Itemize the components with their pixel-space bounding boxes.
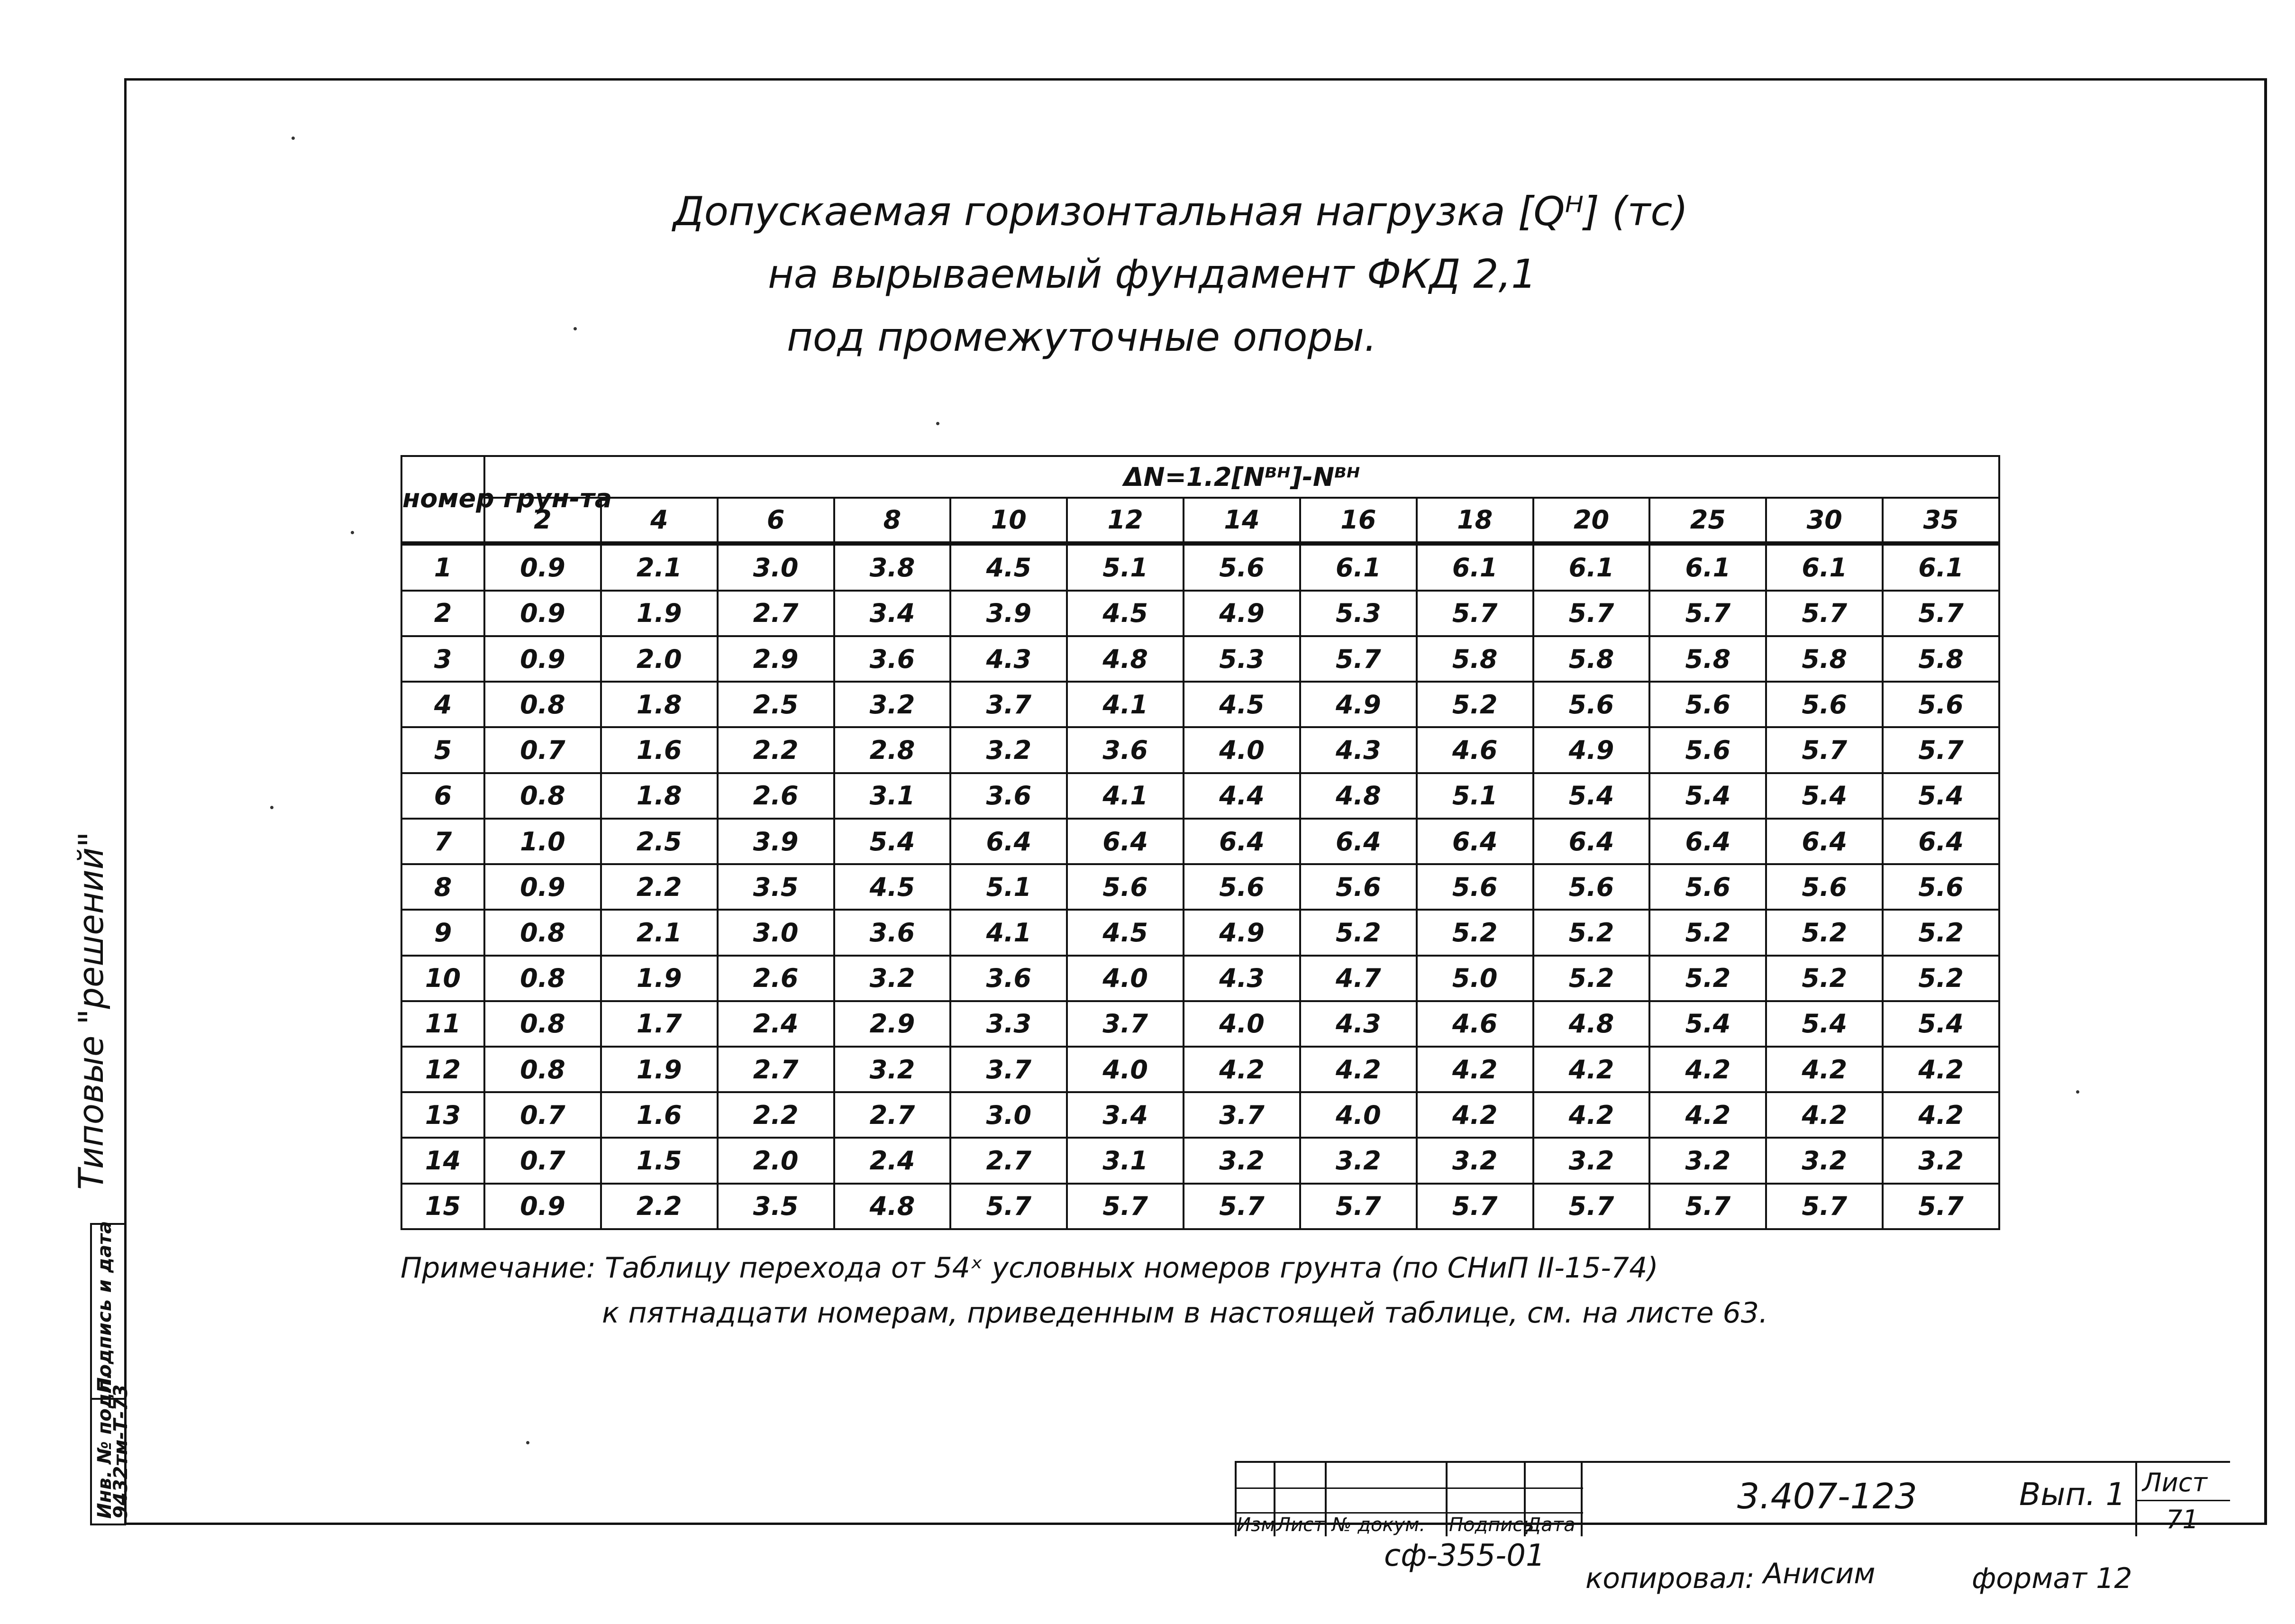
- column-header: 18: [1417, 498, 1533, 543]
- load-value: 0.9: [484, 636, 601, 682]
- soil-number: 2: [401, 591, 484, 636]
- column-header: 16: [1300, 498, 1417, 543]
- load-value: 3.4: [1067, 1092, 1184, 1138]
- load-value: 5.6: [1067, 864, 1184, 910]
- table-row: [401, 636, 1999, 682]
- load-value: 3.2: [834, 1047, 951, 1092]
- doc-code: 3.407-123: [1737, 1476, 1917, 1517]
- soil-number: 9: [401, 910, 484, 955]
- table-row: [401, 1138, 1999, 1183]
- load-value: 2.7: [718, 1047, 834, 1092]
- load-value: 6.1: [1649, 543, 1766, 591]
- copied-label: копировал:: [1585, 1562, 1755, 1595]
- table-row: [401, 819, 1999, 864]
- soil-number: 12: [401, 1047, 484, 1092]
- load-value: 4.3: [1300, 1001, 1417, 1047]
- load-value: 2.5: [718, 682, 834, 727]
- load-value: 1.0: [484, 819, 601, 864]
- load-value: 4.8: [1067, 636, 1184, 682]
- load-value: 4.0: [1184, 727, 1300, 773]
- formula-header: ΔN=1.2[Nᴮᴴ]-Nᴮᴴ: [484, 456, 1999, 498]
- load-value: 6.4: [1883, 819, 1999, 864]
- load-value: 5.7: [1300, 636, 1417, 682]
- load-value: 5.2: [1300, 910, 1417, 955]
- load-value: 5.2: [1766, 956, 1883, 1001]
- load-value: 6.4: [1417, 819, 1533, 864]
- load-value: 0.9: [484, 864, 601, 910]
- load-value: 3.2: [1300, 1138, 1417, 1183]
- load-value: 1.5: [601, 1138, 718, 1183]
- issue-label: Вып. 1: [2019, 1476, 2126, 1513]
- load-value: 1.9: [601, 1047, 718, 1092]
- load-value: 0.8: [484, 682, 601, 727]
- soil-number: 4: [401, 682, 484, 727]
- load-value: 2.0: [601, 636, 718, 682]
- title-line-2: на вырываемый фундамент ФКД 2,1: [768, 251, 1537, 297]
- load-value: 5.6: [1766, 682, 1883, 727]
- column-header: 4: [601, 498, 718, 543]
- load-value: 1.6: [601, 1092, 718, 1138]
- column-header: 12: [1067, 498, 1184, 543]
- load-value: 3.7: [1184, 1092, 1300, 1138]
- load-value: 5.1: [1417, 773, 1533, 819]
- load-value: 4.5: [834, 864, 951, 910]
- load-value: 3.2: [1184, 1138, 1300, 1183]
- load-value: 5.6: [1300, 864, 1417, 910]
- soil-number: 8: [401, 864, 484, 910]
- load-value: 5.6: [1533, 682, 1650, 727]
- load-value: 6.1: [1533, 543, 1650, 591]
- column-header: 20: [1533, 498, 1650, 543]
- load-value: 0.9: [484, 543, 601, 591]
- load-value: 4.3: [1300, 727, 1417, 773]
- note-line-2: к пятнадцати номерам, приведенным в настоящей таблице, см. на листе 63.: [602, 1296, 1768, 1330]
- load-value: 6.4: [950, 819, 1067, 864]
- load-value: 2.4: [718, 1001, 834, 1047]
- load-value: 2.9: [834, 1001, 951, 1047]
- load-value: 4.8: [834, 1184, 951, 1229]
- load-value: 6.4: [1649, 819, 1766, 864]
- load-value: 5.7: [1766, 727, 1883, 773]
- load-value: 4.0: [1067, 1047, 1184, 1092]
- side-inv-label: Инв. № подл.: [94, 1372, 116, 1519]
- load-value: 4.2: [1766, 1092, 1883, 1138]
- column-header: 2: [484, 498, 601, 543]
- speck: [291, 137, 295, 140]
- table-row: [401, 1047, 1999, 1092]
- load-value: 4.5: [1067, 591, 1184, 636]
- load-value: 2.6: [718, 773, 834, 819]
- load-value: 4.2: [1417, 1092, 1533, 1138]
- load-value: 5.7: [1533, 591, 1650, 636]
- load-value: 4.5: [1067, 910, 1184, 955]
- load-value: 5.2: [1766, 910, 1883, 955]
- load-value: 3.9: [718, 819, 834, 864]
- stamp-line: [1325, 1463, 1327, 1536]
- load-value: 4.2: [1533, 1047, 1650, 1092]
- table-row: [401, 591, 1999, 636]
- load-value: 2.4: [834, 1138, 951, 1183]
- stamp-list: Лист: [1276, 1514, 1325, 1536]
- load-value: 5.8: [1533, 636, 1650, 682]
- load-value: 5.4: [1533, 773, 1650, 819]
- stamp-izm: Изм: [1237, 1514, 1275, 1536]
- load-value: 5.2: [1417, 910, 1533, 955]
- table-row: [401, 773, 1999, 819]
- speck: [936, 422, 939, 425]
- soil-number: 14: [401, 1138, 484, 1183]
- load-value: 5.2: [1649, 956, 1766, 1001]
- load-value: 5.8: [1883, 636, 1999, 682]
- load-value: 2.5: [601, 819, 718, 864]
- load-value: 4.2: [1766, 1047, 1883, 1092]
- load-value: 5.7: [1417, 591, 1533, 636]
- load-value: 3.2: [1417, 1138, 1533, 1183]
- speck: [2076, 1090, 2079, 1094]
- load-value: 4.6: [1417, 727, 1533, 773]
- load-value: 4.2: [1649, 1092, 1766, 1138]
- load-value: 3.7: [950, 682, 1067, 727]
- load-value: 4.1: [950, 910, 1067, 955]
- soil-number: 6: [401, 773, 484, 819]
- stamp-line: [1235, 1512, 1583, 1514]
- load-value: 5.6: [1883, 864, 1999, 910]
- load-value: 5.3: [1184, 636, 1300, 682]
- load-value: 5.6: [1649, 727, 1766, 773]
- load-value: 3.1: [1067, 1138, 1184, 1183]
- side-inv-value: 9432тм-Т-73: [110, 1384, 132, 1519]
- load-value: 1.9: [601, 956, 718, 1001]
- soil-number: 15: [401, 1184, 484, 1229]
- column-header: 6: [718, 498, 834, 543]
- load-value: 5.7: [1766, 1184, 1883, 1229]
- load-value: 3.2: [950, 727, 1067, 773]
- load-value: 2.6: [718, 956, 834, 1001]
- load-value: 2.2: [718, 1092, 834, 1138]
- speck: [351, 531, 354, 534]
- load-value: 6.1: [1883, 543, 1999, 591]
- load-value: 4.2: [1883, 1092, 1999, 1138]
- load-value: 2.1: [601, 543, 718, 591]
- stamp-date: Дата: [1526, 1514, 1576, 1536]
- load-value: 1.6: [601, 727, 718, 773]
- column-header: 10: [950, 498, 1067, 543]
- load-value: 6.4: [1300, 819, 1417, 864]
- load-value: 3.0: [950, 1092, 1067, 1138]
- load-value: 4.2: [1417, 1047, 1533, 1092]
- load-value: 2.2: [601, 864, 718, 910]
- speck: [574, 327, 577, 330]
- load-value: 3.6: [834, 636, 951, 682]
- load-value: 4.5: [1184, 682, 1300, 727]
- column-header: 35: [1883, 498, 1999, 543]
- load-value: 1.8: [601, 682, 718, 727]
- load-value: 4.0: [1067, 956, 1184, 1001]
- column-header: 14: [1184, 498, 1300, 543]
- load-value: 3.5: [718, 1184, 834, 1229]
- load-value: 2.2: [601, 1184, 718, 1229]
- load-value: 3.2: [1533, 1138, 1650, 1183]
- load-value: 3.3: [950, 1001, 1067, 1047]
- table-row: [401, 1184, 1999, 1229]
- load-value: 5.4: [834, 819, 951, 864]
- side-sign-label: Подпись и дата: [94, 1221, 116, 1393]
- load-value: 0.7: [484, 727, 601, 773]
- soil-number: 11: [401, 1001, 484, 1047]
- load-value: 3.6: [1067, 727, 1184, 773]
- load-value: 2.7: [950, 1138, 1067, 1183]
- load-value: 4.0: [1300, 1092, 1417, 1138]
- load-value: 5.2: [1883, 910, 1999, 955]
- load-value: 3.2: [834, 956, 951, 1001]
- table-row: [401, 543, 1999, 591]
- load-value: 2.9: [718, 636, 834, 682]
- load-value: 5.7: [1417, 1184, 1533, 1229]
- load-value: 5.7: [1533, 1184, 1650, 1229]
- load-value: 4.2: [1184, 1047, 1300, 1092]
- stamp-line: [1446, 1463, 1448, 1536]
- load-value: 4.5: [950, 543, 1067, 591]
- load-value: 6.4: [1067, 819, 1184, 864]
- soil-number: 5: [401, 727, 484, 773]
- load-value: 4.9: [1184, 591, 1300, 636]
- side-stamp: [90, 1221, 132, 1525]
- load-value: 3.7: [950, 1047, 1067, 1092]
- load-value: 5.8: [1766, 636, 1883, 682]
- load-value: 2.1: [601, 910, 718, 955]
- title-line-3: под промежуточные опоры.: [787, 314, 1377, 360]
- load-value: 4.7: [1300, 956, 1417, 1001]
- load-value: 3.6: [950, 956, 1067, 1001]
- load-value: 5.6: [1883, 682, 1999, 727]
- table-row: [401, 1001, 1999, 1047]
- soil-number: 1: [401, 543, 484, 591]
- load-value: 5.7: [1649, 591, 1766, 636]
- load-value: 0.9: [484, 1184, 601, 1229]
- load-value: 5.6: [1649, 864, 1766, 910]
- load-value: 5.6: [1417, 864, 1533, 910]
- load-value: 1.7: [601, 1001, 718, 1047]
- load-value: 3.2: [834, 682, 951, 727]
- load-value: 3.8: [834, 543, 951, 591]
- column-header: 8: [834, 498, 951, 543]
- load-value: 4.1: [1067, 682, 1184, 727]
- load-value: 5.7: [1883, 1184, 1999, 1229]
- load-value: 2.7: [834, 1092, 951, 1138]
- table-row: [401, 682, 1999, 727]
- load-value: 0.8: [484, 910, 601, 955]
- load-value: 3.9: [950, 591, 1067, 636]
- load-value: 5.7: [950, 1184, 1067, 1229]
- load-value: 3.6: [834, 910, 951, 955]
- load-value: 5.2: [1533, 910, 1650, 955]
- load-value: 4.0: [1184, 1001, 1300, 1047]
- archive-code: сф-355-01: [1384, 1538, 1545, 1573]
- column-header-row: [401, 498, 1999, 543]
- load-value: 6.1: [1417, 543, 1533, 591]
- load-value: 1.8: [601, 773, 718, 819]
- stamp-sign: Подпись: [1449, 1514, 1534, 1536]
- load-value: 4.1: [1067, 773, 1184, 819]
- load-value: 2.7: [718, 591, 834, 636]
- load-value: 4.2: [1883, 1047, 1999, 1092]
- table-body: [401, 543, 1999, 1229]
- load-value: 0.9: [484, 591, 601, 636]
- table-row: [401, 864, 1999, 910]
- load-value: 5.4: [1883, 773, 1999, 819]
- load-value: 5.2: [1883, 956, 1999, 1001]
- load-value: 0.7: [484, 1138, 601, 1183]
- load-value: 4.2: [1300, 1047, 1417, 1092]
- load-value: 3.4: [834, 591, 951, 636]
- load-value: 6.1: [1766, 543, 1883, 591]
- load-value: 5.4: [1649, 1001, 1766, 1047]
- side-label: Типовые "решений": [71, 831, 111, 1190]
- load-value: 0.7: [484, 1092, 601, 1138]
- load-value: 5.2: [1649, 910, 1766, 955]
- load-value: 5.6: [1184, 864, 1300, 910]
- load-value: 3.2: [1883, 1138, 1999, 1183]
- load-value: 4.4: [1184, 773, 1300, 819]
- load-value: 5.4: [1883, 1001, 1999, 1047]
- soil-number: 13: [401, 1092, 484, 1138]
- load-value: 4.8: [1533, 1001, 1650, 1047]
- column-header: 30: [1766, 498, 1883, 543]
- sheet-number: 71: [2166, 1505, 2199, 1534]
- stamp-line: [1235, 1487, 1583, 1489]
- load-value: 6.4: [1533, 819, 1650, 864]
- load-value: 6.4: [1766, 819, 1883, 864]
- load-value: 5.4: [1766, 1001, 1883, 1047]
- load-value: 5.3: [1300, 591, 1417, 636]
- load-value: 3.7: [1067, 1001, 1184, 1047]
- stamp-doc: № докум.: [1332, 1514, 1426, 1536]
- load-value: 0.8: [484, 1001, 601, 1047]
- title-stamp: [1235, 1461, 2230, 1536]
- load-value: 5.0: [1417, 956, 1533, 1001]
- load-value: 5.7: [1067, 1184, 1184, 1229]
- load-value: 0.8: [484, 773, 601, 819]
- load-value: 3.0: [718, 910, 834, 955]
- load-value: 5.6: [1533, 864, 1650, 910]
- load-value: 4.2: [1533, 1092, 1650, 1138]
- load-value: 5.8: [1417, 636, 1533, 682]
- load-value: 5.1: [1067, 543, 1184, 591]
- soil-number: 3: [401, 636, 484, 682]
- table-row: [401, 727, 1999, 773]
- load-value: 5.6: [1766, 864, 1883, 910]
- load-value: 3.2: [1649, 1138, 1766, 1183]
- load-value: 4.3: [1184, 956, 1300, 1001]
- load-value: 5.2: [1533, 956, 1650, 1001]
- copied-by: Анисим: [1763, 1557, 1876, 1590]
- load-value: 4.6: [1417, 1001, 1533, 1047]
- load-value: 3.6: [950, 773, 1067, 819]
- load-value: 6.4: [1184, 819, 1300, 864]
- speck: [526, 1441, 529, 1444]
- stamp-line: [1581, 1463, 1583, 1536]
- table-row: [401, 956, 1999, 1001]
- column-header: 25: [1649, 498, 1766, 543]
- load-value: 5.2: [1417, 682, 1533, 727]
- load-value: 3.1: [834, 773, 951, 819]
- load-value: 4.2: [1649, 1047, 1766, 1092]
- format-label: формат 12: [1972, 1562, 2132, 1595]
- load-value: 4.3: [950, 636, 1067, 682]
- load-value: 5.4: [1766, 773, 1883, 819]
- load-value: 5.7: [1883, 591, 1999, 636]
- load-value: 2.0: [718, 1138, 834, 1183]
- load-value: 5.8: [1649, 636, 1766, 682]
- load-value: 5.7: [1649, 1184, 1766, 1229]
- stamp-line: [2135, 1500, 2230, 1501]
- load-value: 4.9: [1533, 727, 1650, 773]
- table-row: [401, 910, 1999, 955]
- soil-number: 7: [401, 819, 484, 864]
- load-value: 5.7: [1883, 727, 1999, 773]
- sheet-label: Лист: [2142, 1468, 2207, 1497]
- load-value: 3.5: [718, 864, 834, 910]
- load-value: 5.7: [1184, 1184, 1300, 1229]
- load-value: 5.7: [1766, 591, 1883, 636]
- load-value: 0.8: [484, 1047, 601, 1092]
- corner-header: номер грун-та: [401, 456, 484, 543]
- load-value: 6.1: [1300, 543, 1417, 591]
- load-value: 5.6: [1649, 682, 1766, 727]
- load-value: 4.9: [1184, 910, 1300, 955]
- load-value: 4.8: [1300, 773, 1417, 819]
- load-value: 2.2: [718, 727, 834, 773]
- table-row: [401, 1092, 1999, 1138]
- load-value: 0.8: [484, 956, 601, 1001]
- load-table: [401, 455, 2000, 1230]
- load-value: 5.4: [1649, 773, 1766, 819]
- load-value: 5.6: [1184, 543, 1300, 591]
- load-value: 5.7: [1300, 1184, 1417, 1229]
- load-value: 4.9: [1300, 682, 1417, 727]
- load-value: 5.1: [950, 864, 1067, 910]
- speck: [270, 806, 273, 809]
- soil-number: 10: [401, 956, 484, 1001]
- load-value: 2.8: [834, 727, 951, 773]
- load-value: 3.0: [718, 543, 834, 591]
- title-line-1: Допускаемая горизонтальная нагрузка [Qᴴ] (тс): [673, 188, 1688, 235]
- load-value: 3.2: [1766, 1138, 1883, 1183]
- load-value: 1.9: [601, 591, 718, 636]
- note-line-1: Примечание: Таблицу перехода от 54ˣ условных номеров грунта (по СНиП II-15-74): [401, 1251, 1658, 1285]
